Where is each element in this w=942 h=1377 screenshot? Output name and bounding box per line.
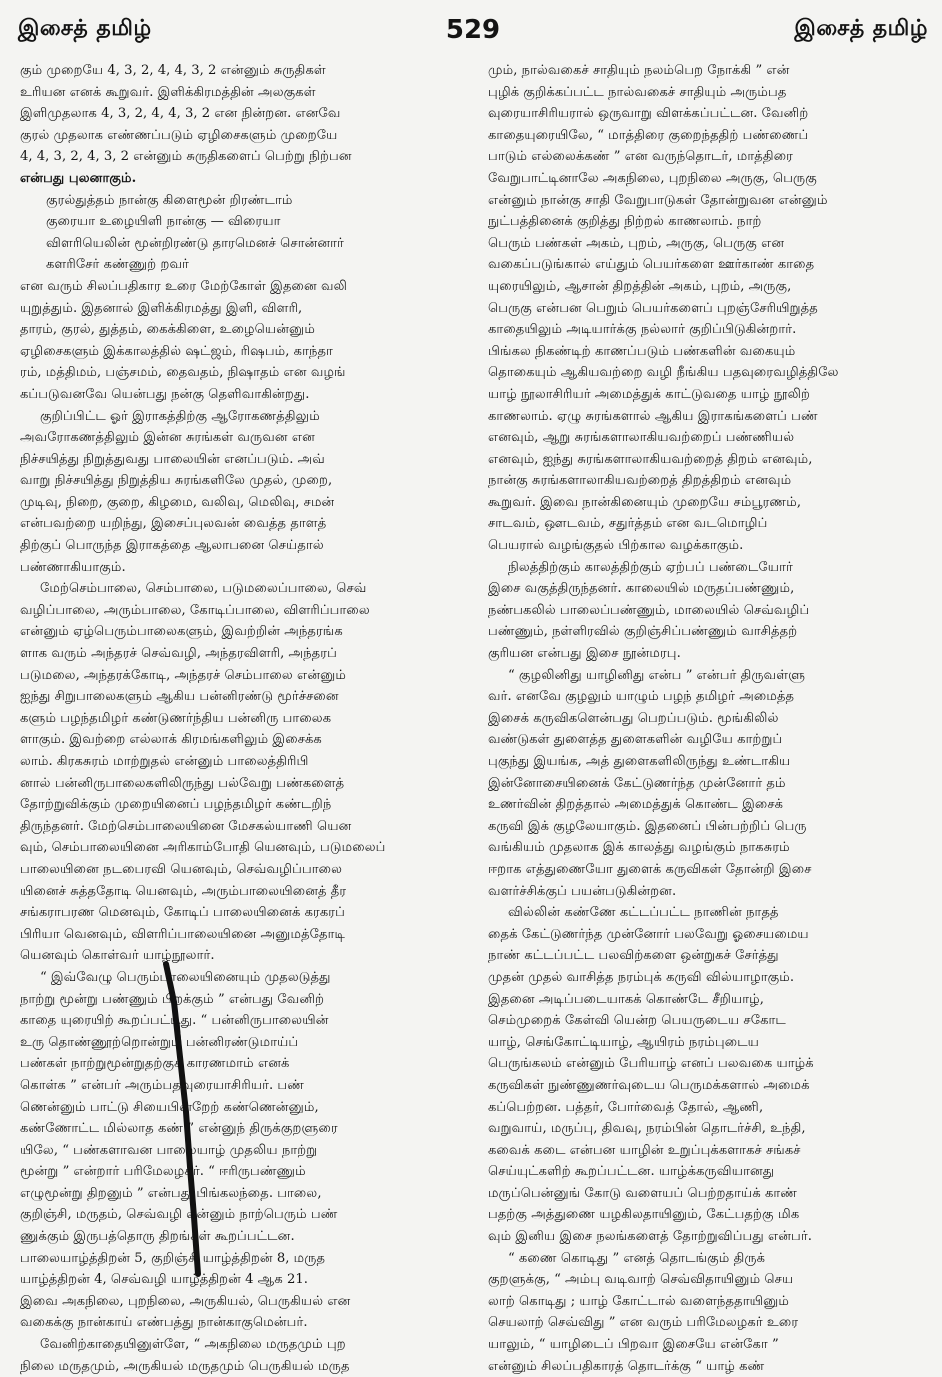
right-column-text-line: “ குழலினிது யாழினிது என்ப ” என்பர் திருவள்ளு — [508, 667, 806, 683]
left-column-text-line: குறிஞ்சி, மருதம், செவ்வழி என்னும் நாற்பெரும் பண் — [20, 1207, 338, 1223]
right-column-text-line: நிலத்திற்கும் காலத்திற்கும் ஏற்பப் பண்டையோர் — [508, 559, 793, 575]
left-column-text-line: யாழ்த்திறன் 4, செவ்வழி யாழ்த்திறன் 4 ஆக 21. — [20, 1272, 308, 1288]
right-column-text-line: மும், நால்வகைச் சாதியும் நலம்பெற நோக்கி ” என் — [488, 63, 790, 78]
left-column-text-line: கும் முறையே 4, 3, 2, 4, 4, 3, 2 என்னும் சுருதிகள் — [20, 63, 326, 78]
left-column-text-line: குரல்துத்தம் நான்கு கிளைமூன் றிரண்டாம் — [46, 192, 293, 208]
right-column-text-line: வுரையாசிரியரால் ஒருவாறு விளக்கப்பட்டன. வேனிற் — [488, 106, 809, 122]
right-column-text-line: வகைப்படுங்கால் எய்தும் பெயர்களை ஊர்காண் காதை — [488, 257, 815, 273]
right-column-text-line: பண்ணும், நள்ளிரவில் குறிஞ்சிப்பண்ணும் வாசித்தற் — [488, 624, 798, 640]
right-column-text-line: பிங்கல நிகண்டிற் காணப்படும் பண்களின் வகையும் — [488, 343, 796, 359]
right-column-text-line: பதற்கு அத்துணை யழகிலதாயினும், கேட்பதற்கு மிக — [488, 1207, 800, 1223]
left-column-text-line: சங்கராபரண மெனவும், கோடிப் பாலையினைக் கரகரப் — [20, 905, 345, 921]
left-column-text-line: நாற்று மூன்று பண்ணும் பிறக்கும் ” என்பது வேனிற் — [20, 991, 325, 1007]
left-column-text-line: குரல் முதலாக எண்ணப்படும் ஏழிசைகளும் முறையே — [20, 127, 338, 143]
left-column-text-line: இவை அகநிலை, புறநிலை, அருகியல், பெருகியல் என — [20, 1293, 351, 1309]
right-column-text-line: காதையிலும் அடியார்க்கு நல்லார் குறிப்பிடுகின்றார். — [488, 322, 797, 338]
right-column-text-line: நாண் கட்டப்பட்ட பலவிற்களை ஒன்றுகச் சேர்த்து — [488, 948, 779, 964]
right-column-text-line: இசை வகுத்திருந்தனர். காலையில் மருதப்பண்ணும், — [488, 581, 795, 597]
left-column-text-line: யெனவும் கொள்வர் யாழ்நூலார். — [20, 948, 215, 964]
left-column-text-line: ரம், மத்திமம், பஞ்சமம், தைவதம், நிஷாதம் என வழங் — [20, 365, 346, 381]
right-column-text-line: கப்பெற்றன. பத்தர், போர்வைத் தோல், ஆணி, — [488, 1099, 764, 1115]
right-column-text-line: காணலாம். ஏழு சுரங்களால் ஆகிய இராகங்களைப் பண் — [488, 408, 818, 424]
right-column-text-line: என்னும் சிலப்பதிகாரத் தொடர்க்கு “ யாழ் கண் — [488, 1358, 765, 1374]
right-column-text-line: மருப்பென்னுங் கோடு வளையப் பெற்றதாய்க் காண் — [488, 1185, 798, 1201]
right-column-text-line: பாடும் எல்லைக்கண் ” என வருந்தொடர், மாத்திரை — [488, 149, 793, 165]
left-column-text-line: வாறு நிச்சயித்து நிறுத்திய சுரங்களிலே முதல், முறை, — [20, 473, 333, 489]
right-column-text-line: கவைக் கடை என்பன யாழின் உறுப்புக்களாகச் சங்கச் — [488, 1142, 801, 1158]
left-column-text-line: 4, 4, 3, 2, 4, 3, 2 என்னும் சுருதிகளைப் பெற்று நிற்பன — [20, 149, 352, 165]
left-column-text-line: வும், செம்பாலையினை அரிகாம்போதி யெனவும், படுமலைப் — [20, 840, 386, 856]
right-column-text-line: புகுந்து இயங்க, அத் துளைகளிலிருந்து உண்டாகிய — [488, 754, 791, 769]
left-column-text-line: முடிவு, நிறை, குறை, கிழமை, வலிவு, மெலிவு, சமன் — [20, 494, 335, 510]
right-column-text-line: இன்னோசையினைக் கேட்டுணர்ந்த முன்னோர் தம் — [488, 775, 786, 791]
left-column-text-line: திருந்தனர். மேற்செம்பாலையினை மேசகல்யாணி யென — [20, 818, 352, 834]
right-column-text-line: உணர்வின் திறத்தால் அமைத்துக் கொண்ட இசைக் — [488, 797, 784, 813]
left-column-text-line: ளாகும். இவற்றை எல்லாக் கிரமங்களிலும் இசைக்க — [20, 732, 322, 748]
left-column-text-line: படுமலை, அந்தரக்கோடி, அந்தரச் செம்பாலை என்னும் — [20, 667, 347, 683]
left-column-text-line: அவரோகணத்திலும் இன்ன சுரங்கள் வருவன என — [20, 430, 315, 446]
left-column-text-line: ணென்னும் பாட்டு சியைபின்றேற் கண்ணென்னும், — [20, 1099, 319, 1115]
left-column-text-line: உரு தொண்ணூற்றொன்றும் பன்னிரண்டுமாய்ப் — [20, 1034, 299, 1050]
left-column-text-line: தாரம், குரல், துத்தம், கைக்கிளை, உழையென்னும் — [20, 322, 315, 338]
left-column-text-line: யினைச் சுத்ததோடி யெனவும், அரும்பாலையினைத் தீர — [20, 883, 347, 899]
running-title-left: இசைத் தமிழ் — [18, 16, 152, 41]
page-header — [18, 10, 928, 50]
left-column-text-line: பண்ணாகியாகும். — [20, 559, 126, 575]
left-column-text-line: தோற்றுவிக்கும் முறையினைப் பழந்தமிழர் கண்டறிந் — [20, 797, 332, 813]
left-column-text-line: மூன்று ” என்றார் பரிமேலழகர். “ ஈரிருபண்ணும் — [20, 1164, 306, 1180]
left-column-text-line: வேனிற்காதையினுள்ளே, “ அகநிலை மருதமும் புற — [40, 1337, 346, 1353]
left-column-text-line: னால் பன்னிருபாலைகளிலிருந்து பல்வேறு பண்களைத் — [20, 775, 345, 791]
right-column-text-line: வேறுபாட்டினாலே அகநிலை, புறநிலை அருகு, பெருகு — [488, 170, 817, 186]
right-column-text-line: காதையுரையிலே, “ மாத்திரை குறைந்ததிற் பண்ணைப் — [488, 127, 809, 143]
left-column-text-line: என்பது புலனாகும். — [20, 170, 137, 186]
right-column-text-line: பெயரால் வழங்குதல் பிற்கால வழக்காகும். — [488, 538, 744, 554]
left-column-text-line: பண்கள் நாற்றுமூன்றுதற்குக் காரணமாம் எனக் — [20, 1056, 290, 1072]
right-column-text-line: கருவி இக் குழலேயாகும். இதனைப் பின்பற்றிப் பெரு — [488, 818, 807, 834]
right-column-text-line: குறளுக்கு, “ அம்பு வடிவாற் செவ்விதாயினும் செய — [488, 1272, 794, 1288]
left-column-text-line: லாம். கிரகசுரம் மாற்றுதல் என்னும் பாலைத்திரிபி — [20, 754, 309, 769]
left-column-text-line: பிரியா வெனவும், விளரிப்பாலையினை அனுமத்தோடி — [20, 926, 346, 942]
right-column-text-line: யாலும், “ யாழிடைப் பிறவா இசையே என்கோ ” — [488, 1337, 779, 1353]
right-column-text-line: யாழ் நூலாசிரியர் அமைத்துக் காட்டுவதை யாழ் நூலிற் — [488, 386, 811, 402]
right-column — [488, 60, 930, 1374]
left-column-text-line: ஐந்து சிறுபாலைகளும் ஆகிய பன்னிரண்டு மூர்ச்சனை — [20, 689, 339, 705]
left-column-text-line: ஏழிசைகளும் இக்காலத்தில் ஷட்ஜம், ரிஷபம், காந்தா — [20, 343, 333, 359]
left-column-text-line: விளரியெலின் மூன்றிரண்டு தாரமெனச் சொன்னார் — [46, 235, 344, 251]
left-column-text-line: நிலை மருதமும், அருகியல் மருதமும் பெருகியல் மருத — [20, 1358, 350, 1374]
left-column-text-line: வழிப்பாலை, அரும்பாலை, கோடிப்பாலை, விளரிப்பாலை — [20, 602, 370, 618]
left-column-text-line: கொள்க ” என்பர் அரும்பதவுரையாசிரியர். பண் — [20, 1077, 305, 1093]
left-column-text-line: களும் பழந்தமிழர் கண்டுணர்ந்திய பன்னிரு பாலைக — [20, 710, 332, 726]
right-column-text-line: தைக் கேட்டுணர்ந்த முன்னோர் பலவேறு ஓசையமைய — [488, 926, 809, 942]
right-column-text-line: யாழ், செங்கோட்டியாழ், ஆயிரம் நரம்புடைய — [488, 1034, 759, 1050]
left-column-text-line: கப்படுவனவே யென்பது நன்கு தெளிவாகின்றது. — [20, 386, 310, 402]
right-column-text-line: லாற் கொடிது ; யாழ் கோட்டால் வளைந்ததாயினும் — [488, 1293, 790, 1309]
right-column-text-line: நான்கு சுரங்களாலாகியவற்றைத் திறத்திறம் எனவும் — [488, 473, 792, 489]
left-column-text-line: யுறுத்தும். இதனால் இளிக்கிரமத்து இளி, விளரி, — [20, 300, 303, 316]
right-column-text-line: இதனை அடிப்படையாகக் கொண்டே சீறியாழ், — [488, 991, 764, 1007]
right-column-text-line: சாடவம், ஔடவம், சதுர்த்தம் என வடமொழிப் — [488, 516, 768, 532]
right-column-text-line: எனவும், ஐந்து சுரங்களாலாகியவற்றைத் திறம் எனவும், — [488, 451, 813, 467]
right-column-text-line: கூறுவர். இவை நான்கினையும் முறையே சம்பூரணம், — [488, 494, 802, 510]
left-column — [20, 60, 462, 1374]
right-column-text-line: ஈறாக எத்துணையோ துளைக் கருவிகள் தோன்றி இசை — [488, 861, 812, 877]
right-column-text-line: வண்டுகள் துளைத்த துளைகளின் வழியே காற்றுப் — [488, 732, 783, 748]
left-column-text-line: கண்ணோட்ட மில்லாத கண் ” என்னுந் திருக்குறளுரை — [20, 1121, 338, 1137]
left-column-text-line: ணுக்கும் இருபத்தொரு திறங்கள் கூறப்பட்டன. — [20, 1229, 295, 1245]
right-column-text-line: நுட்பத்தினைக் குறித்து நிற்றல் காணலாம். நாற் — [488, 214, 762, 230]
right-column-text-line: செய்யுட்களிற் கூறப்பட்டன. யாழ்க்கருவியானது — [488, 1164, 775, 1180]
left-column-text-line: குரையா உழையிளி நான்கு — விரையா — [46, 214, 281, 230]
left-column-text-line: “ இவ்வேழு பெரும்பாலையினையும் முதலடுத்து — [40, 969, 331, 985]
left-column-text-line: திற்குப் பொருந்த இராகத்தை ஆலாபனை செய்தால் — [20, 538, 324, 554]
right-column-text-line: செயலாற் செவ்விது ” என வரும் பரிமேலழகர் உரை — [488, 1315, 799, 1331]
right-column-text-line: வர். எனவே குழலும் யாழும் பழந் தமிழர் அமைத்த — [488, 689, 795, 705]
left-column-text-line: மேற்செம்பாலை, செம்பாலை, படுமலைப்பாலை, செவ் — [40, 581, 367, 597]
right-column-text-line: “ கணை கொடிது ” எனத் தொடங்கும் திருக் — [508, 1250, 766, 1266]
left-column-text-line: எழுமூன்று திறனும் ” என்பது பிங்கலந்தை. பாலை, — [20, 1185, 322, 1201]
left-column-text-line: என்னும் ஏழ்பெரும்பாலைகளும், இவற்றின் அந்தரங்க — [20, 624, 343, 640]
left-column-text-line: பாலையாழ்த்திறன் 5, குறிஞ்சி யாழ்த்திறன் 8, மருத — [20, 1250, 326, 1266]
left-column-text-line: காதை யுரையிற் கூறப்பட்டது. “ பன்னிருபாலையின் — [20, 1013, 329, 1029]
left-column-text-line: ளாக வரும் அந்தரச் செவ்வழி, அந்தரவிளரி, அந்தரப் — [20, 646, 337, 662]
left-column-text-line: வகைக்கு நான்காய் எண்பத்து நான்காகுமென்பர். — [20, 1315, 308, 1331]
left-column-text-line: யிலே, “ பண்களாவன பாலையாழ் முதலிய நாற்று — [20, 1142, 318, 1158]
left-column-text-line: உரியன எனக் கூறுவர். இளிக்கிரமத்தின் அலகுகள் — [20, 84, 316, 100]
right-column-text-line: கருவிகள் நுண்ணுணர்வுடைய பெருமக்களால் அமைக் — [488, 1077, 810, 1093]
right-column-text-line: எனவும், ஆறு சுரங்களாலாகியவற்றைப் பண்ணியல் — [488, 430, 795, 446]
left-column-text-line: இளிமுதலாக 4, 3, 2, 4, 4, 3, 2 என நின்றன. எனவே — [20, 106, 341, 122]
right-column-text-line: வங்கியம் முதலாக இக் காலத்து வழங்கும் நாகசுரம் — [488, 840, 790, 856]
left-column-text-line: என்பவற்றை யறிந்து, இசைப்புலவன் வைத்த தாளத் — [20, 516, 327, 532]
right-column-text-line: வறுவாய், மருப்பு, திவவு, நரம்பின் தொடர்ச்சி, உந்தி, — [488, 1121, 806, 1137]
left-column-text-line: பாலையினை நடபைரவி யெனவும், செவ்வழிப்பாலை — [20, 861, 343, 877]
right-column-text-line: தொகையும் ஆகியவற்றை வழி நீங்கிய பதவுரைவழித்திலே — [488, 365, 839, 381]
right-column-text-line: பெருங்கலம் என்னும் பேரியாழ் எனப் பலவகை யாழ்க் — [488, 1056, 814, 1072]
right-column-text-line: இசைக் கருவிகளென்பது பெறப்படும். மூங்கிலில் — [488, 710, 779, 726]
right-column-text-line: செம்முறைக் கேள்வி யென்ற பெயருடைய சகோட — [488, 1013, 786, 1029]
left-column-text-line: நிச்சயித்து நிறுத்துவது பாலையின் எனப்படும். அவ் — [20, 451, 325, 467]
right-column-text-line: வும் இனிய இசை நலங்களைத் தோற்றுவிப்பது என்பர். — [488, 1229, 812, 1245]
right-column-text-line: வளர்ச்சிக்குப் பயன்படுகின்றன. — [488, 883, 677, 899]
page-number: 529 — [445, 15, 501, 45]
right-column-text-line: பெரும் பண்கள் அகம், புறம், அருகு, பெருகு என — [488, 235, 785, 251]
right-column-text-line: முதன் முதல் வாசித்த நரம்புக் கருவி வில்யாழாகும். — [488, 969, 795, 985]
right-column-text-line: குரியன என்பது இசை நூன்மரபு. — [488, 646, 681, 662]
left-column-text-line: களரிசேர் கண்ணுற் றவர் — [46, 257, 189, 273]
left-column-text-line: குறிப்பிட்ட ஓர் இராகத்திற்கு ஆரோகணத்திலும் — [40, 408, 320, 424]
running-title-right: இசைத் தமிழ் — [794, 16, 928, 41]
right-column-text-line: புழிக் குறிக்கப்பட்ட நால்வகைச் சாதியும் அரும்பத — [488, 84, 787, 100]
right-column-text-line: பெருகு என்பன பெறும் பெயர்களைப் புறஞ்சேரியிறுத்த — [488, 300, 818, 316]
right-column-text-line: யுரையிலும், ஆசான் திறத்தின் அகம், புறம், அருகு, — [488, 278, 792, 294]
text-columns — [20, 60, 930, 1374]
right-column-text-line: வில்லின் கண்ணே கட்டப்பட்ட நாணின் நாதத் — [508, 905, 779, 921]
right-column-text-line: என்னும் நான்கு சாதி வேறுபாடுகள் தோன்றுவன என்னும் — [488, 192, 828, 208]
left-column-text-line: என வரும் சிலப்பதிகார உரை மேற்கோள் இதனை வலி — [20, 278, 348, 294]
right-column-text-line: நண்பகலில் பாலைப்பண்ணும், மாலையில் செவ்வழிப் — [488, 602, 810, 618]
